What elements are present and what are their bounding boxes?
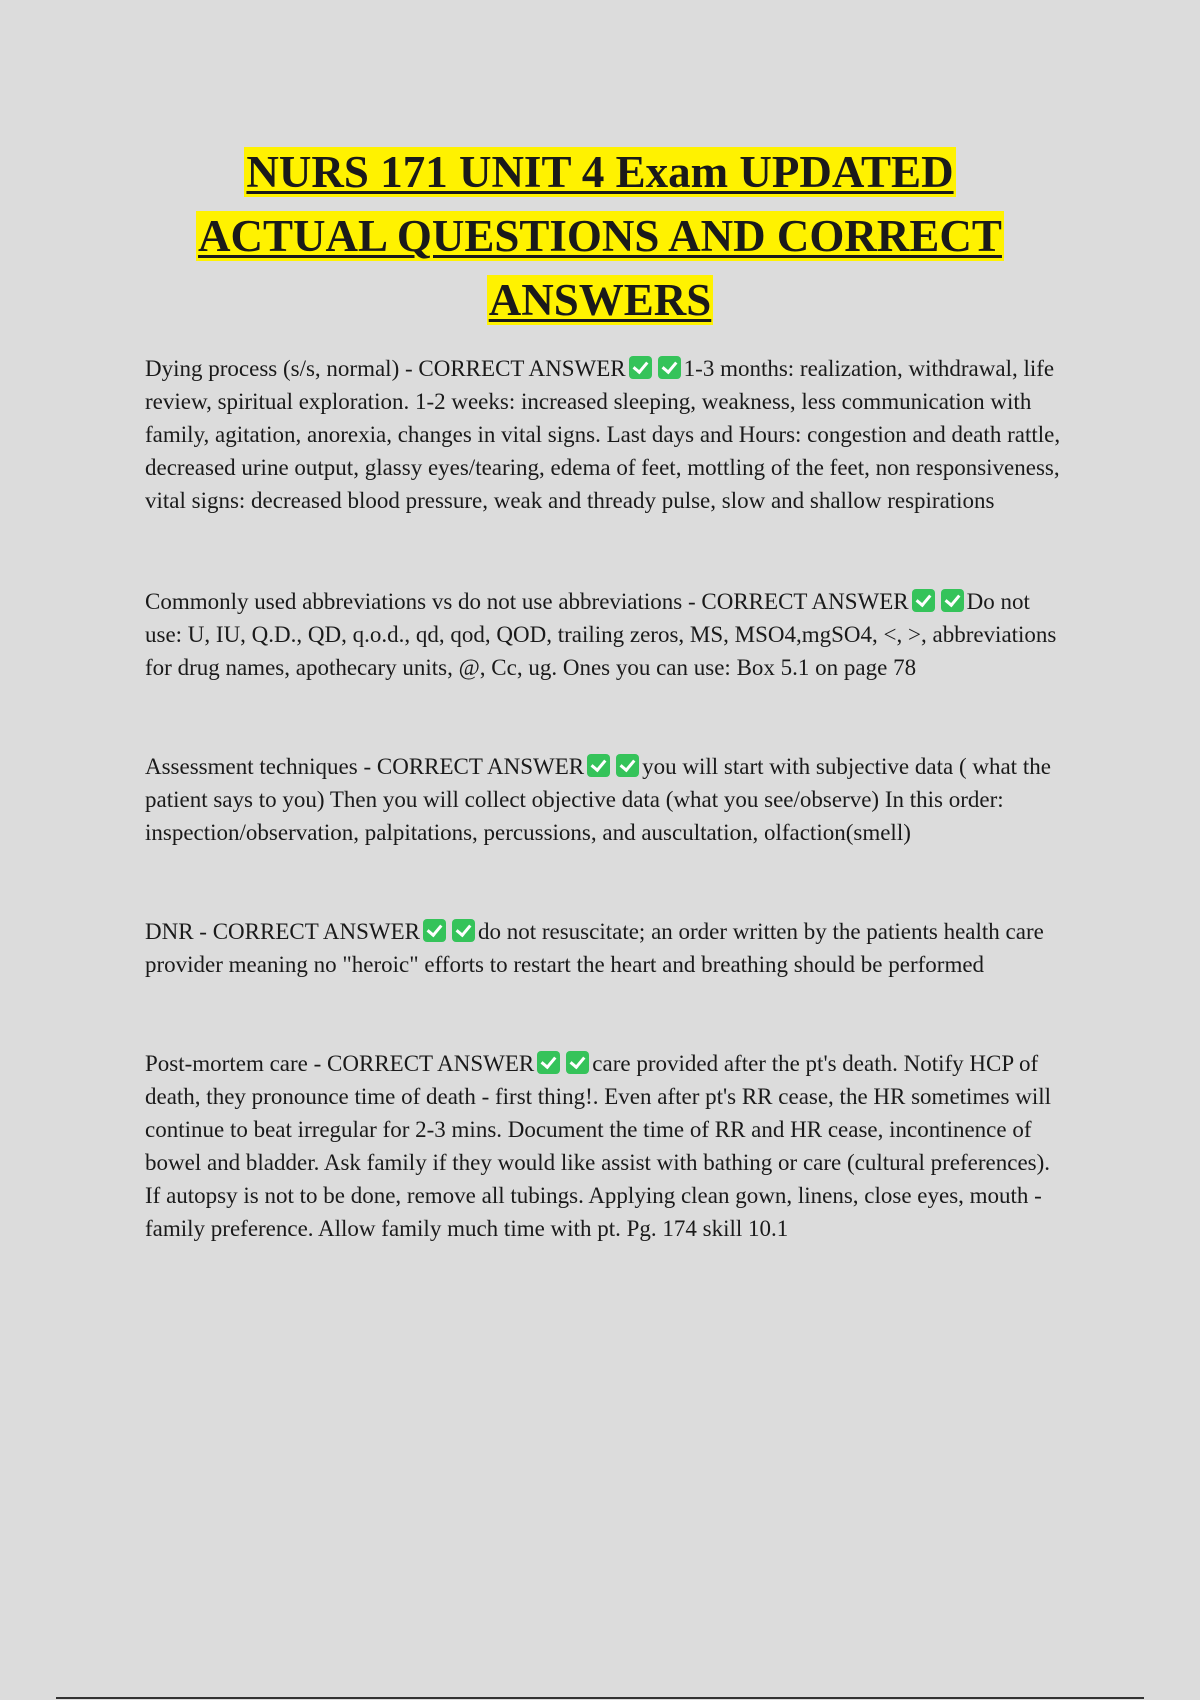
check-mark-icon (566, 1051, 589, 1074)
answer-text: you will start with subjective data ( what the patient says to you) Then you will collect objective data (what you see/observe) In this order: inspection/observation, palpitations, percussions, and auscultation, olfaction(smell) (145, 754, 1051, 845)
qa-entry-abbreviations (145, 585, 1065, 684)
qa-entry-dying-process (145, 352, 1065, 517)
answer-text: Do not use: U, IU, Q.D., QD, q.o.d., qd, qod, QOD, trailing zeros, MS, MSO4,mgSO4, <, >, abbreviations for drug names, apothecary units, @, Cc, ug. Ones you can use: Box 5.1 on page 78 (145, 589, 1057, 680)
check-mark-icon (587, 754, 610, 777)
check-mark-icon (629, 356, 652, 379)
title-line-1: NURS 171 UNIT 4 Exam UPDATED (246, 147, 954, 197)
check-mark-icon (616, 754, 639, 777)
check-mark-icon (912, 589, 935, 612)
answer-text: care provided after the pt's death. Notify HCP of death, they pronounce time of death - first thing!. Even after pt's RR cease, the HR sometimes will continue to beat irregular for 2-3 mins. Document the time of RR and HR cease, incontinence of bowel and bladder. Ask family if they would like assist with bathing or care (cultural preferences). If autopsy is not to be done, remove all tubings. Applying clean gown, linens, close eyes, mouth - family preference. Allow family much time with pt. Pg. 174 skill 10.1 (145, 1051, 1052, 1241)
qa-entry-dnr (145, 915, 1065, 981)
title-line-2: ACTUAL QUESTIONS AND CORRECT (198, 211, 1002, 261)
page-title (140, 140, 1060, 332)
question-text: Assessment techniques - CORRECT ANSWER (145, 754, 585, 779)
check-mark-icon (537, 1051, 560, 1074)
check-mark-icon (452, 919, 475, 942)
title-line-3: ANSWERS (488, 275, 712, 325)
question-text: Dying process (s/s, normal) - CORRECT ANSWER (145, 356, 626, 381)
check-mark-icon (941, 589, 964, 612)
check-mark-icon (423, 919, 446, 942)
qa-entry-assessment-techniques (145, 750, 1065, 849)
question-text: Commonly used abbreviations vs do not use abbreviations - CORRECT ANSWER (145, 589, 909, 614)
qa-list (145, 352, 1065, 1311)
answer-text: do not resuscitate; an order written by the patients health care provider meaning no "heroic" efforts to restart the heart and breathing should be performed (145, 919, 1044, 977)
footer-divider (56, 1697, 1144, 1699)
question-text: DNR - CORRECT ANSWER (145, 919, 420, 944)
check-mark-icon (658, 356, 681, 379)
answer-text: 1-3 months: realization, withdrawal, life review, spiritual exploration. 1-2 weeks: increased sleeping, weakness, less communication with family, agitation, anorexia, changes in vital signs. Last days and Hours: congestion and death rattle, decreased urine output, glassy eyes/tearing, edema of feet, mottling of the feet, non responsiveness, vital signs: decreased blood pressure, weak and thready pulse, slow and shallow respirations (145, 356, 1061, 513)
qa-entry-post-mortem-care (145, 1047, 1065, 1245)
question-text: Post-mortem care - CORRECT ANSWER (145, 1051, 535, 1076)
